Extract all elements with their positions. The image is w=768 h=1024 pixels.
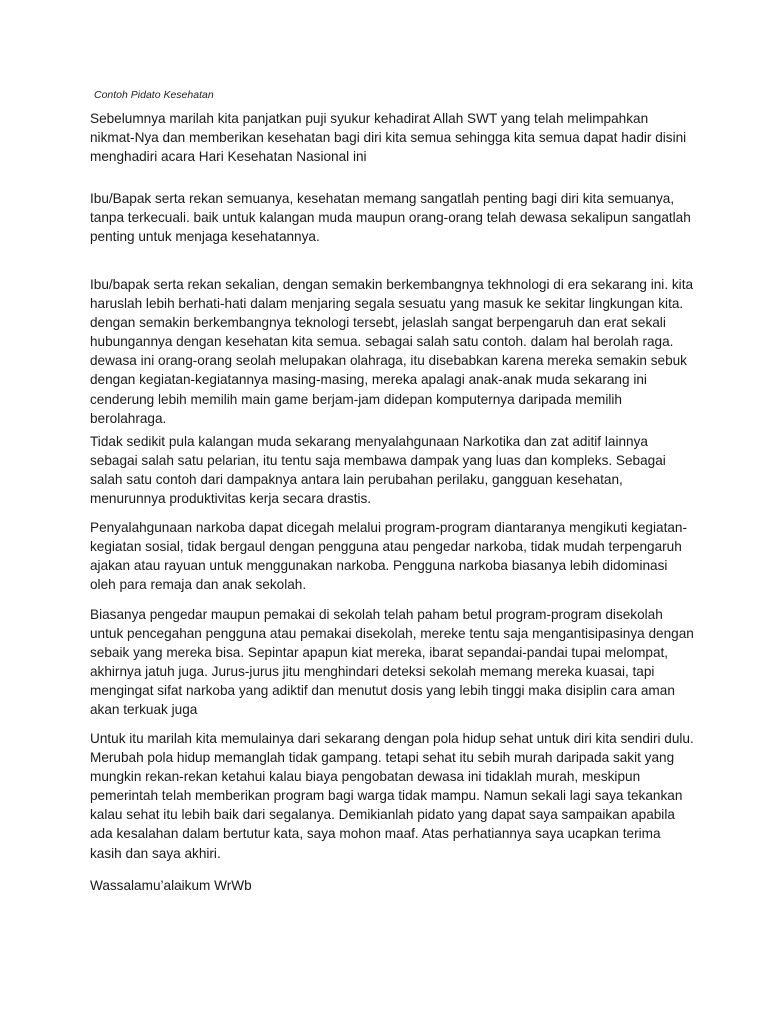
document-title: Contoh Pidato Kesehatan [94,89,214,101]
text-line: berolahraga. [90,410,167,426]
text-line: salah satu contoh dari dampaknya antara lain perubahan perilaku, gangguan kesehatan, [90,472,623,488]
paragraph-opening [90,109,686,166]
text-line: Penyalahgunaan narkoba dapat dicegah melalui program-program diantaranya mengikuti kegiatan- [90,520,687,535]
paragraph-closing [90,729,694,863]
text-line: menurunnya produktivitas kerja secara drastis. [90,491,372,507]
paragraph-drug-abuse [90,432,666,508]
paragraph-school-dealers [90,605,694,720]
paragraph-health-importance [90,189,691,246]
paragraph-technology [90,275,693,428]
text-line: kasih dan saya akhiri. [90,845,221,861]
text-line: Ibu/bapak serta rekan sekalian, dengan semakin berkembangnya tekhnologi di era sekarang ini. kita [90,277,694,292]
text-line: sebaik yang mereka bisa. Sepintar apapun kiat mereka, ibarat sepandai-pandai tupai melompat, [90,645,669,661]
text-line: untuk pencegahan pengguna atau pemakai disekolah, mereke tentu saja mengantisipasinya dengan [90,626,694,642]
text-line: menghadiri acara Hari Kesehatan Nasional ini [90,149,367,165]
text-line: nikmat-Nya dan memberikan kesehatan bagi diri kita semua sehingga kita semua dapat hadir disini [90,130,687,146]
text-line: kegiatan sosial, tidak bergaul dengan pengguna atau pengedar narkoba, tidak mudah terpengaruh [90,539,682,555]
text-line: Biasanya pengedar maupun pemakai di sekolah telah paham betul program-program disekolah [90,607,663,622]
text-line: dengan kegiatan-kegiatannya masing-masing, mereka apalagi anak-anak muda sekarang ini [90,372,647,388]
text-line: mengingat sifat narkoba yang adiktif dan menutut dosis yang lebih tinggi maka disiplin cara aman [90,683,675,699]
text-line: Merubah pola hidup memanglah tidak gampang. tetapi sehat itu sebih murah daripada sakit yang [90,750,675,766]
text-line: ajakan atau rayuan untuk menggunakan narkoba. Pengguna narkoba biasanya lebih didominasi [90,558,668,574]
text-line: hubungannya dengan kesehatan kita semua. sebagai salah satu contoh. dalam hal berolah raga. [90,334,674,350]
text-line: kalau sehat itu lebih baik dari segalanya. Demikianlah pidato yang dapat saya sampaikan apabila [90,807,675,823]
text-line: cenderung lebih memilih main game berjam-jam didepan komputernya daripada memilih [90,391,622,407]
text-line: mungkin rekan-rekan ketahui kalau biaya pengobatan dewasa ini tidaklah murah, meskipun [90,769,641,785]
text-line: Untuk itu marilah kita memulainya dari sekarang dengan pola hidup sehat untuk diri kita sendiri dulu. [90,731,694,746]
text-line: ada kesalahan dalam bertutur kata, saya mohon maaf. Atas perhatiannya saya ucapkan terima [90,826,661,842]
text-line: pemerintah telah memberikan program bagi warga tidak mampu. Namun sekali lagi saya tekankan [90,788,683,804]
text-line: tanpa terkecuali. baik untuk kalangan muda maupun orang-orang telah dewasa sekalipun sangatlah [90,210,691,226]
text-line: dewasa ini orang-orang seolah melupakan olahraga, itu disebabkan karena mereka semakin sebuk [90,353,687,369]
paragraph-prevention [90,518,687,594]
text-line: oleh para remaja dan anak sekolah. [90,577,307,593]
text-line: sebagai salah satu pelarian, itu tentu saja membawa dampak yang luas dan kompleks. Sebagai [90,453,666,469]
paragraph-salutation [90,876,252,895]
text-line: akan terkuak juga [90,702,198,718]
text-line: Ibu/Bapak serta rekan semuanya, kesehatan memang sangatlah penting bagi diri kita semuanya, [90,191,675,206]
text-line: haruslah lebih berhati-hati dalam menjaring segala sesuatu yang masuk ke sekitar lingkungan kita. [90,296,684,312]
text-line: penting untuk menjaga kesehatannya. [90,229,320,245]
text-line: Tidak sedikit pula kalangan muda sekarang menyalahgunaan Narkotika dan zat aditif lainnya [90,434,648,449]
text-line: Wassalamu’alaikum WrWb [90,878,252,893]
text-line: Sebelumnya marilah kita panjatkan puji syukur kehadirat Allah SWT yang telah melimpahkan [90,111,649,126]
text-line: dengan semakin berkembangnya teknologi tersebt, jelaslah sangat berpengaruh dan erat sekali [90,315,666,331]
text-line: akhirnya jatuh juga. Jurus-jurus jitu menghindari deteksi sekolah memang mereka kuasai, tapi [90,664,655,680]
